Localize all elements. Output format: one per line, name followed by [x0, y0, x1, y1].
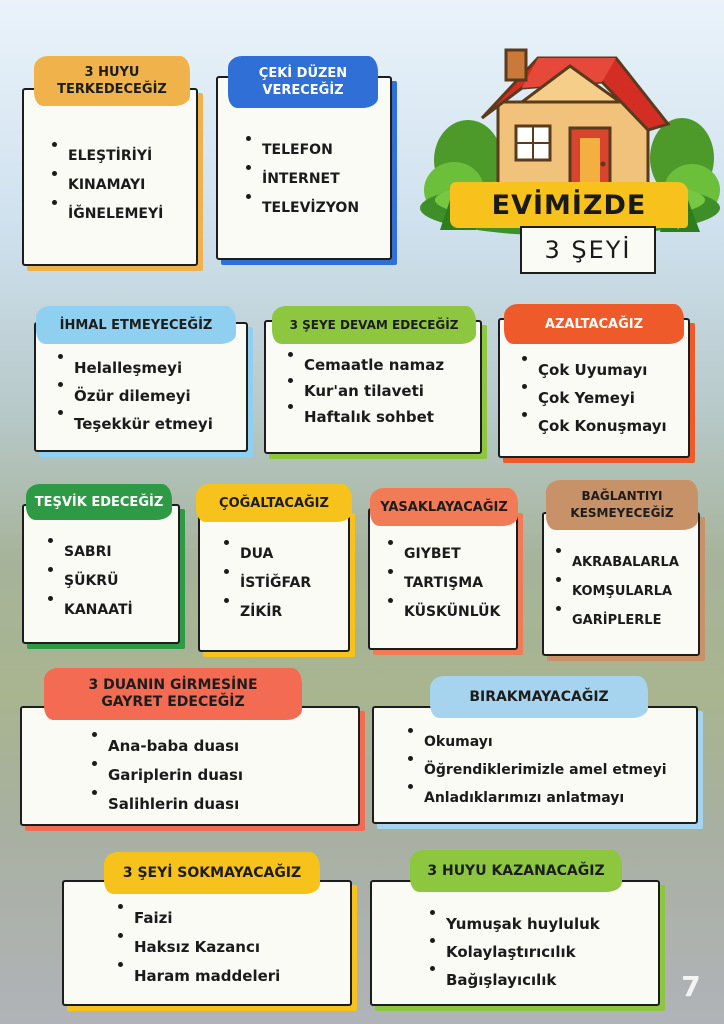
card-yasak — [368, 508, 518, 650]
list-item: Kur'an tilaveti — [304, 378, 482, 404]
label-terkedecegiz — [34, 56, 190, 106]
list-item: Helalleşmeyi — [74, 354, 248, 382]
list-item: Okumayı — [424, 728, 698, 756]
label-line: KESMEYECEĞİZ — [570, 506, 674, 520]
list-item: Kolaylaştırıcılık — [446, 938, 660, 966]
label-line: ÇOĞALTACAĞIZ — [219, 495, 329, 511]
item-list — [198, 540, 350, 627]
item-list — [368, 540, 518, 627]
label-cogalt — [196, 484, 352, 522]
card-sokma — [62, 880, 352, 1006]
list-item: Haftalık sohbet — [304, 404, 482, 430]
card-cogalt — [198, 508, 350, 652]
label-line: 3 HUYU — [84, 65, 140, 80]
page-subtitle: 3 ŞEYİ — [520, 226, 656, 274]
label-ceki-duzen — [228, 56, 378, 108]
label-line: 3 ŞEYİ SOKMAYACAĞIZ — [122, 864, 302, 881]
list-item: Yumuşak huyluluk — [446, 910, 660, 938]
label-tesvik — [26, 484, 172, 520]
list-item: SABRI — [64, 538, 180, 567]
list-item: KANAATİ — [64, 596, 180, 625]
label-line: TEŞVİK EDECEĞİZ — [34, 494, 164, 510]
card-kazan — [370, 880, 660, 1006]
label-baglanti — [546, 480, 698, 530]
list-item: TELEFON — [262, 136, 392, 165]
list-item: ŞÜKRÜ — [64, 567, 180, 596]
list-item: Çok Konuşmayı — [538, 412, 690, 440]
list-item: ZİKİR — [240, 598, 350, 627]
list-item: Anladıklarımızı anlatmayı — [424, 784, 698, 812]
label-line: YASAKLAYACAĞIZ — [380, 499, 508, 515]
list-item: İSTİĞFAR — [240, 569, 350, 598]
item-list — [370, 910, 660, 994]
label-line: VERECEĞİZ — [262, 83, 344, 98]
list-item: GARİPLERLE — [572, 606, 700, 635]
label-line: 3 HUYU KAZANACAĞIZ — [427, 862, 605, 879]
list-item: Ana-baba duası — [108, 732, 360, 761]
list-item: İĞNELEMEYİ — [68, 200, 198, 229]
list-item: Haksız Kazancı — [134, 933, 352, 962]
label-birak — [430, 676, 648, 718]
item-list — [62, 904, 352, 991]
card-baglanti — [542, 512, 700, 656]
label-kazan — [410, 850, 622, 892]
item-list — [34, 354, 248, 438]
label-line: GAYRET EDECEĞİZ — [101, 694, 245, 710]
item-list — [22, 142, 198, 229]
label-line: AZALTACAĞIZ — [544, 316, 644, 332]
label-line: ÇEKİ DÜZEN — [258, 66, 348, 81]
card-birak — [372, 706, 698, 824]
list-item: AKRABALARLA — [572, 548, 700, 577]
list-item: KÜSKÜNLÜK — [404, 598, 518, 627]
label-line: BIRAKMAYACAĞIZ — [469, 688, 609, 705]
item-list — [216, 136, 392, 223]
label-azalt — [504, 304, 684, 344]
label-duanin — [44, 668, 302, 720]
item-list — [542, 548, 700, 635]
page-title: EVİMİZDE — [450, 182, 688, 228]
list-item: TARTIŞMA — [404, 569, 518, 598]
label-line: 3 DUANIN GİRMESİNE — [88, 677, 258, 693]
list-item: Çok Yemeyi — [538, 384, 690, 412]
list-item: Cemaatle namaz — [304, 352, 482, 378]
item-list — [498, 356, 690, 440]
list-item: Özür dilemeyi — [74, 382, 248, 410]
item-list — [372, 728, 698, 812]
list-item: ELEŞTİRİYİ — [68, 142, 198, 171]
list-item: İNTERNET — [262, 165, 392, 194]
label-devam — [272, 306, 476, 344]
label-ihmal — [36, 306, 236, 344]
label-line: İHMAL ETMEYECEĞİZ — [59, 317, 213, 333]
list-item: Haram maddeleri — [134, 962, 352, 991]
page-number: 7 — [681, 970, 701, 1003]
label-sokma — [104, 852, 320, 894]
card-duanin — [20, 706, 360, 826]
list-item: Çok Uyumayı — [538, 356, 690, 384]
label-line: 3 ŞEYE DEVAM EDECEĞİZ — [289, 317, 459, 332]
list-item: Teşekkür etmeyi — [74, 410, 248, 438]
list-item: Bağışlayıcılık — [446, 966, 660, 994]
label-line: TERKEDECEĞİZ — [57, 82, 167, 97]
label-yasak — [370, 488, 518, 526]
list-item: GIYBET — [404, 540, 518, 569]
label-line: BAĞLANTIYI — [581, 489, 663, 503]
card-terkedecegiz — [22, 88, 198, 266]
item-list — [22, 538, 180, 625]
list-item: Faizi — [134, 904, 352, 933]
list-item: KOMŞULARLA — [572, 577, 700, 606]
list-item: KINAMAYI — [68, 171, 198, 200]
list-item: Öğrendiklerimizle amel etmeyi — [424, 756, 698, 784]
list-item: Gariplerin duası — [108, 761, 360, 790]
list-item: TELEVİZYON — [262, 194, 392, 223]
list-item: Salihlerin duası — [108, 790, 360, 819]
item-list — [264, 352, 482, 430]
card-tesvik — [22, 504, 180, 644]
item-list — [20, 732, 360, 819]
list-item: DUA — [240, 540, 350, 569]
